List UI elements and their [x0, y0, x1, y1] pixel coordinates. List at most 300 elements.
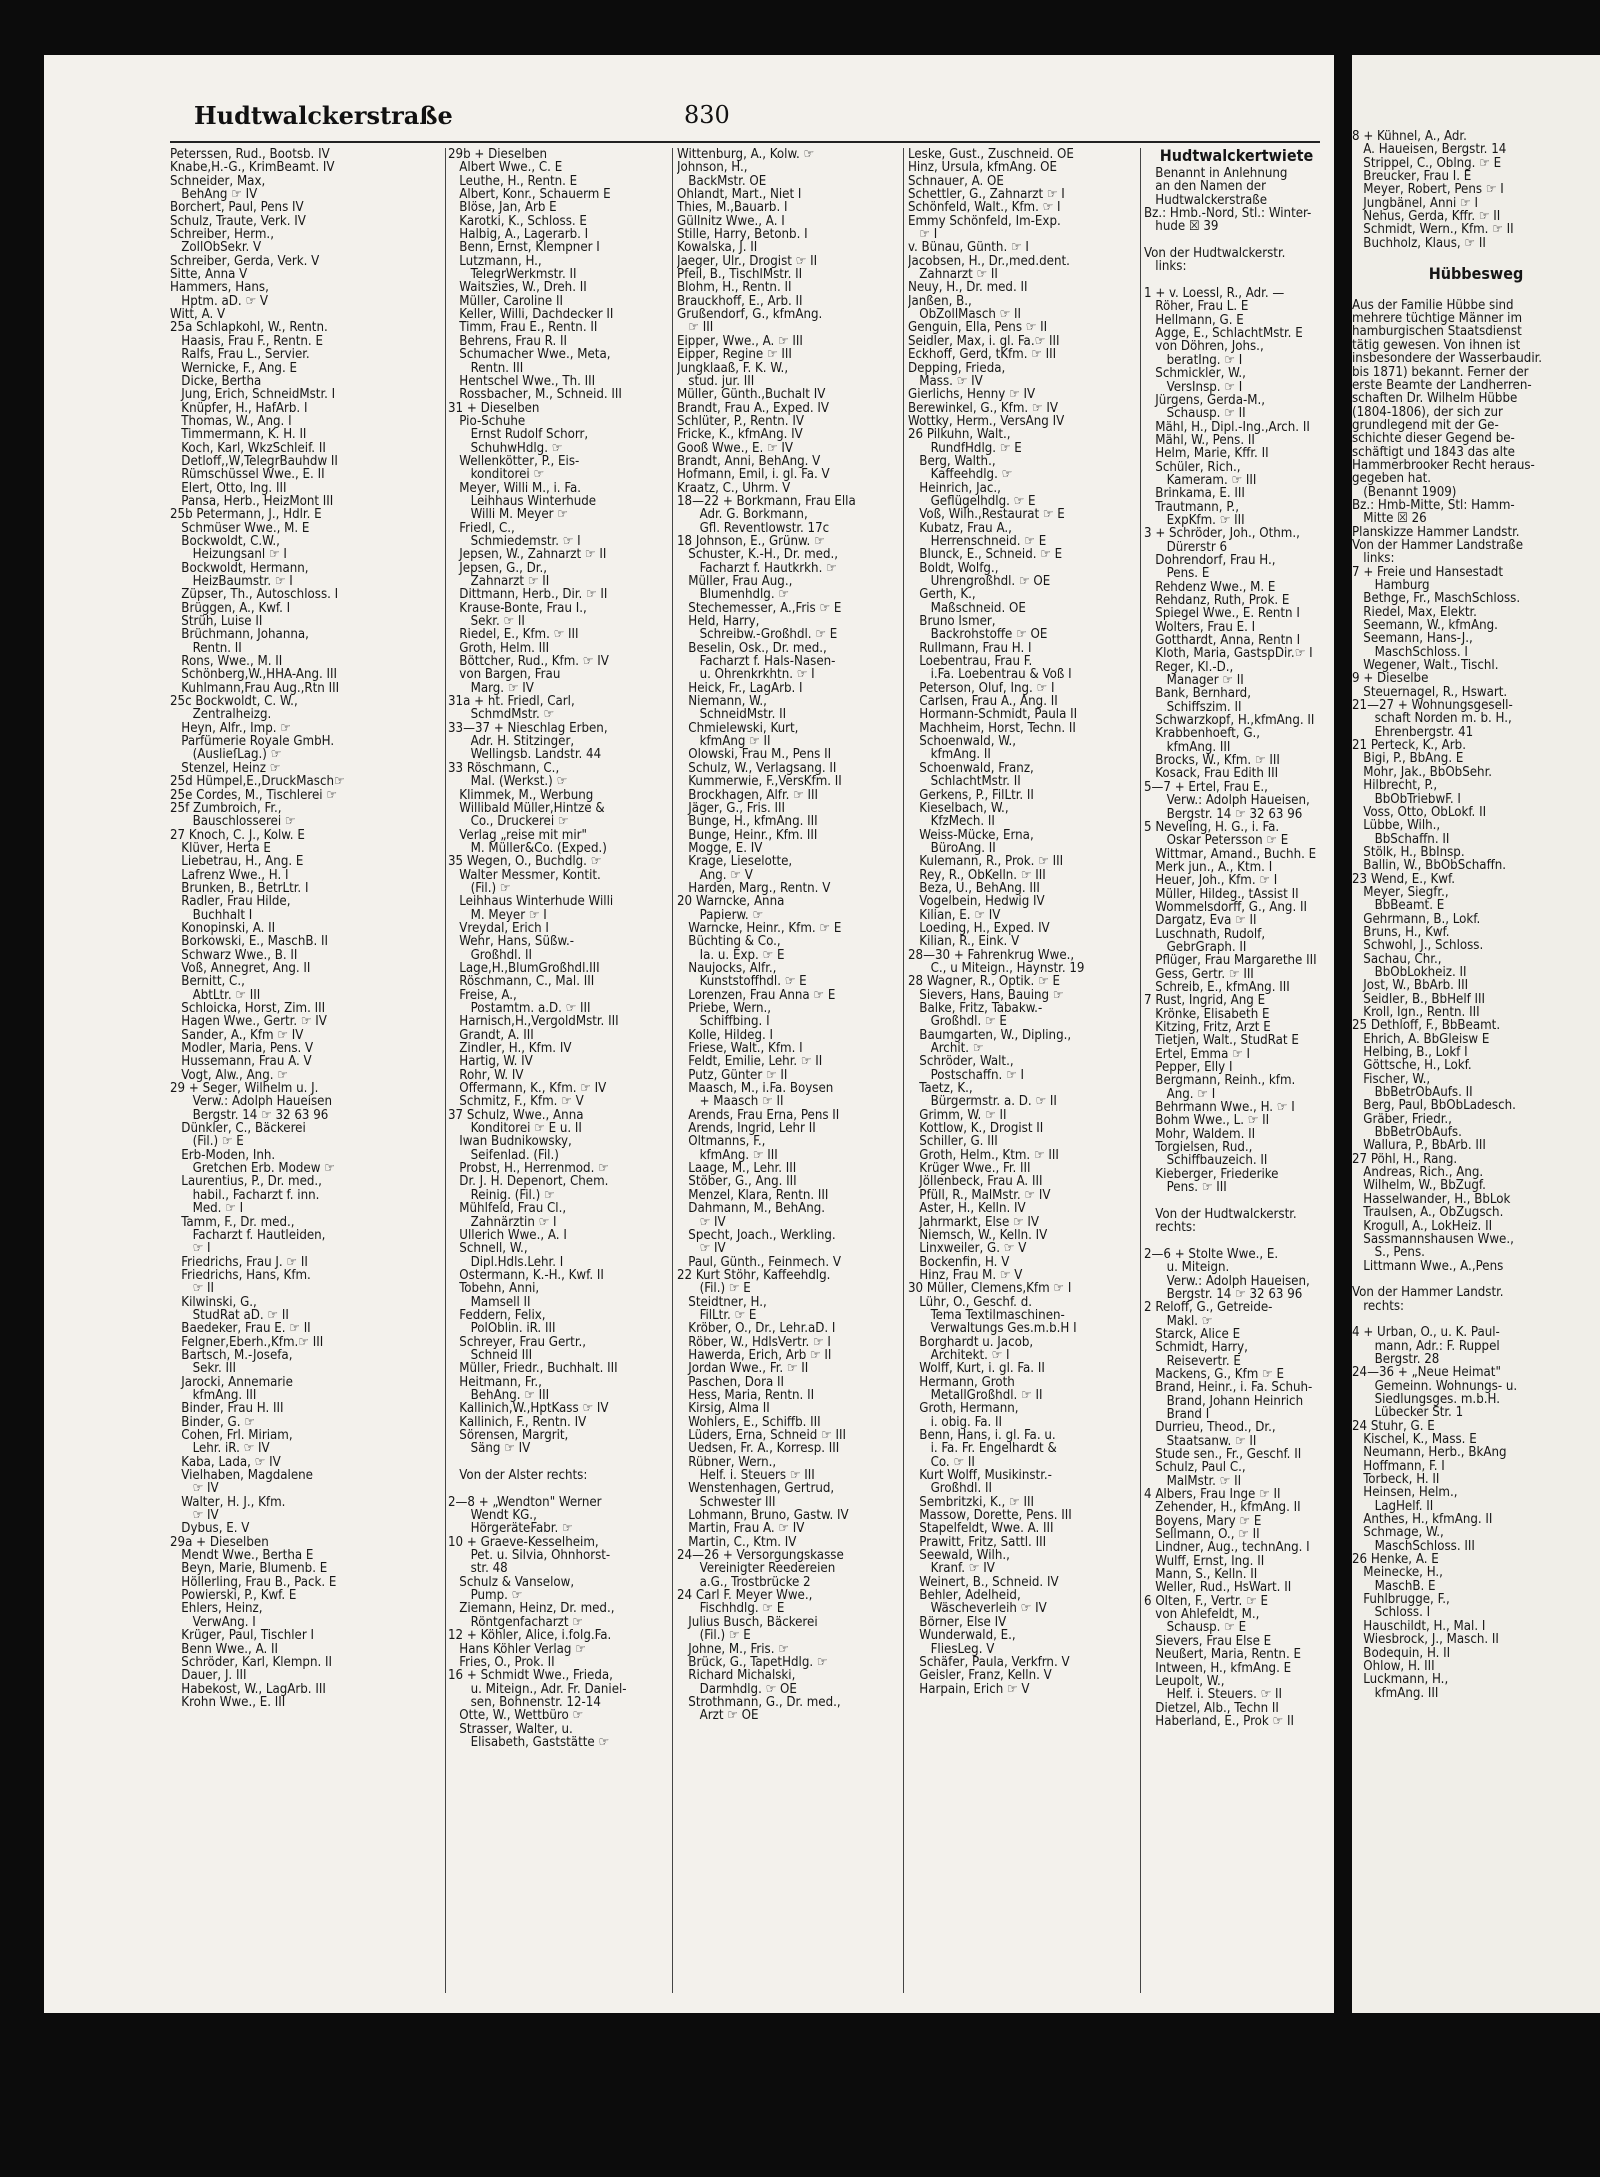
directory-entry: grundlegend mit der Ge-: [1352, 418, 1499, 433]
directory-entry: TelegrWerkmstr. II: [448, 268, 577, 282]
directory-entry: Otte, W., Wettbüro ☞: [448, 1709, 584, 1723]
directory-entry: Kallinich, F., Rentn. IV: [448, 1415, 587, 1429]
directory-entry: insbesondere der Wasserbaudir.: [1352, 352, 1543, 366]
directory-entry: Tamm, F., Dr. med.,: [170, 1215, 295, 1229]
directory-entry: Schiffbing. I: [677, 1015, 770, 1029]
directory-entry: kfmAng. II: [908, 748, 991, 762]
directory-entry: Baedeker, Frau E. ☞ II: [170, 1322, 311, 1336]
directory-entry: Schoenwald, Franz,: [908, 761, 1034, 776]
directory-entry: Rentn. II: [170, 641, 242, 656]
directory-entry: Mähl, W., Pens. II: [1144, 433, 1255, 448]
directory-entry: MetallGroßhdl. ☞ II: [908, 1388, 1043, 1403]
directory-entry: Güllnitz Wwe., A. I: [677, 214, 785, 229]
directory-entry: Hasselwander, H., BbLok: [1352, 1192, 1511, 1207]
directory-entry: Thomas, W., Ang. I: [170, 414, 292, 429]
directory-entry: 26 Pilkuhn, Walt.,: [908, 428, 1011, 442]
directory-entry: Lehr. iR. ☞ IV: [170, 1442, 270, 1456]
directory-entry: Mähl, H., Dipl.-Ing.,Arch. II: [1144, 420, 1310, 434]
directory-entry: Reisevertr. E: [1144, 1354, 1241, 1368]
directory-entry: Steidtner, H.,: [677, 1295, 767, 1309]
directory-entry: 29 + Seger, Wilhelm u. J.: [170, 1082, 319, 1096]
directory-entry: Weller, Rud., HsWart. II: [1144, 1581, 1292, 1595]
directory-entry: Bernitt, C.,: [170, 975, 245, 989]
directory-entry: Ohlandt, Mart., Niet I: [677, 188, 802, 202]
directory-entry: Hermann, Groth: [908, 1375, 1015, 1389]
directory-entry: Seewald, Wilh.,: [908, 1549, 1010, 1563]
directory-entry: Schönfeld, Walt., Kfm. ☞ I: [908, 201, 1061, 215]
directory-entry: Bergstr. 14 ☞ 32 63 96: [1144, 807, 1303, 821]
directory-entry: 21—27 + Wohnungsgesell-: [1352, 699, 1513, 713]
directory-entry: 33 Röschmann, C.,: [448, 761, 560, 776]
directory-entry: Stölk, H., BbInsp.: [1352, 845, 1465, 860]
directory-entry: Wottky, Herm., VersAng IV: [908, 414, 1065, 429]
directory-entry: Buchholz, Klaus, ☞ II: [1352, 236, 1486, 251]
directory-entry: Schettler, G., Zahnarzt ☞ I: [908, 188, 1065, 202]
directory-entry: Wittmar, Amand., Buchh. E: [1144, 847, 1317, 861]
directory-entry: Sekr. ☞ II: [448, 615, 525, 629]
directory-entry: Krüger, Paul, Tischler I: [170, 1629, 314, 1643]
directory-entry: Meinecke, H.,: [1352, 1566, 1443, 1580]
directory-entry: Sachau, Chr.,: [1352, 952, 1442, 966]
directory-entry: Schloss. I: [1352, 1606, 1431, 1620]
directory-entry: 2—8 + „Wendton" Werner: [448, 1495, 602, 1510]
directory-entry: Facharzt f. Hautkrkh. ☞: [677, 561, 837, 575]
directory-entry: Rentn. III: [448, 361, 524, 375]
directory-entry: Hagen Wwe., Gertr. ☞ IV: [170, 1015, 327, 1029]
directory-entry: 31 + Dieselben: [448, 401, 540, 415]
directory-entry: Hammers, Hans,: [170, 281, 269, 295]
directory-entry: Kaffeehdlg. ☞: [908, 468, 1013, 482]
directory-entry: Laage, M., Lehr. III: [677, 1162, 797, 1176]
directory-entry: Weinert, B., Schneid. IV: [908, 1575, 1059, 1590]
directory-entry: Züpser, Th., Autoschloss. I: [170, 588, 339, 602]
directory-entry: Detloff,,W,TelegrBauhdw II: [170, 454, 338, 469]
directory-entry: 29b + Dieselben: [448, 148, 547, 162]
directory-entry: Zahnarzt ☞ II: [908, 268, 998, 282]
directory-entry: 8 + Kühnel, A., Adr.: [1352, 130, 1467, 144]
directory-entry: Dybus, E. V: [170, 1522, 250, 1536]
directory-entry: Kirsig, Alma II: [677, 1402, 770, 1416]
directory-entry: Seemann, Hans-J.,: [1352, 632, 1473, 646]
directory-entry: ☞ IV: [170, 1482, 219, 1496]
directory-entry: Büchting & Co.,: [677, 935, 781, 949]
directory-entry: Schreiber, Herm.,: [170, 228, 274, 242]
directory-entry: Kranf. ☞ IV: [908, 1562, 995, 1576]
directory-entry: kfmAng. III: [1144, 740, 1231, 755]
directory-entry: Von der Alster rechts:: [448, 1469, 588, 1483]
directory-entry: Dietzel, Alb., Techn II: [1144, 1701, 1279, 1715]
directory-entry: Gerkens, P., FilLtr. II: [908, 788, 1034, 802]
directory-entry: ☞ III: [677, 321, 714, 335]
directory-entry: Jepsen, G., Dr.,: [448, 561, 548, 575]
directory-entry: Schulz & Vanselow,: [448, 1575, 575, 1590]
directory-entry: Hans Köhler Verlag ☞: [448, 1642, 586, 1656]
directory-entry: Zindler, H., Kfm. IV: [448, 1042, 572, 1056]
directory-entry: Prawitt, Fritz, Sattl. III: [908, 1535, 1047, 1550]
directory-entry: Julius Busch, Bäckerei: [677, 1615, 818, 1630]
directory-entry: Albert Wwe., C. E: [448, 161, 563, 175]
directory-entry: 29a + Dieselben: [170, 1535, 269, 1550]
directory-entry: Leihhaus Winterhude Willi: [448, 895, 614, 909]
directory-entry: Postamtm. a.D. ☞ III: [448, 1002, 591, 1016]
directory-entry: Helm, Marie, Kffr. II: [1144, 447, 1269, 461]
directory-entry: Hess, Maria, Rentn. II: [677, 1388, 815, 1403]
directory-entry: 5 Neveling, H. G., i. Fa.: [1144, 820, 1280, 835]
directory-entry: Jäger, G., Fris. III: [677, 801, 786, 816]
directory-entry: Naujocks, Alfr.,: [677, 961, 777, 976]
directory-entry: 31a + ht. Friedl, Carl,: [448, 695, 575, 709]
directory-entry: Leupolt, W.,: [1144, 1674, 1225, 1689]
directory-entry: StudRat aD. ☞ II: [170, 1308, 289, 1323]
directory-entry: (Fil.) ☞ E: [677, 1282, 751, 1296]
directory-entry: Loebentrau, Frau F.: [908, 655, 1033, 669]
directory-entry: Hentschel Wwe., Th. III: [448, 374, 596, 389]
directory-entry: Lübbe, Wilh.,: [1352, 819, 1441, 833]
directory-entry: Schmickler, W.,: [1144, 367, 1246, 381]
directory-entry: Harden, Marg., Rentn. V: [677, 881, 831, 896]
directory-entry: Bunge, H., kfmAng. III: [677, 815, 818, 829]
directory-entry: Rehdanz, Ruth, Prok. E: [1144, 594, 1290, 608]
directory-entry: Stöber, G., Ang. III: [677, 1175, 797, 1189]
directory-entry: Binder, G. ☞: [170, 1415, 255, 1429]
directory-entry: Torgielsen, Rud.,: [1144, 1141, 1253, 1155]
directory-entry: Meyer, Siegfr.,: [1352, 885, 1449, 900]
directory-entry: Klimmek, M., Werbung: [448, 788, 594, 802]
directory-entry: Johnson, H.,: [677, 161, 748, 175]
directory-entry: A. Haueisen, Bergstr. 14: [1352, 143, 1507, 157]
directory-entry: Feldt, Emilie, Lehr. ☞ II: [677, 1055, 823, 1069]
directory-entry: Traulsen, A., ObZugsch.: [1352, 1206, 1504, 1220]
directory-entry: Trautmann, P.,: [1144, 500, 1239, 514]
directory-entry: Groth, Helm. III: [448, 641, 550, 656]
directory-entry: Schönberg,W.,HHA-Ang. III: [170, 668, 338, 682]
directory-entry: 25 Dethloff, F., BbBeamt.: [1352, 1019, 1501, 1033]
directory-entry: VersInsp. ☞ I: [1144, 380, 1243, 394]
directory-entry: Seifenlad. (Fil.): [448, 1148, 559, 1163]
directory-entry: Pet. u. Silvia, Ohnhorst-: [448, 1549, 611, 1563]
directory-entry: Vreydal, Erich I: [448, 921, 549, 936]
directory-entry: Chmielewski, Kurt,: [677, 721, 799, 736]
directory-entry: Kroll, Ign., Rentn. III: [1352, 1006, 1480, 1020]
directory-entry: Gooß Wwe., E. ☞ IV: [677, 441, 794, 455]
directory-entry: HeizBaumstr. ☞ I: [170, 575, 293, 589]
directory-entry: Kitzing, Fritz, Arzt E: [1144, 1021, 1271, 1035]
directory-entry: links:: [1144, 260, 1187, 274]
directory-entry: Benn, Hans, i. gl. Fa. u.: [908, 1429, 1056, 1443]
directory-entry: Hoffmann, F. I: [1352, 1459, 1445, 1474]
directory-entry: Von der Hudtwalckerstr.: [1144, 247, 1286, 261]
directory-entry: Hilbrecht, P.,: [1352, 779, 1438, 793]
directory-entry: Säng ☞ IV: [448, 1442, 531, 1456]
directory-entry: Niemann, W.,: [677, 695, 767, 709]
directory-entry: 25a Schlapkohl, W., Rentn.: [170, 321, 328, 335]
directory-entry: Aster, H., Kelln. IV: [908, 1202, 1026, 1216]
directory-entry: Eipper, Wwe., A. ☞ III: [677, 334, 803, 349]
directory-entry: Dürerstr 6: [1144, 540, 1228, 554]
directory-entry: Bartsch, M.-Josefa,: [170, 1348, 293, 1363]
directory-entry: Fricke, K., kfmAng. IV: [677, 428, 803, 442]
directory-entry: Karotki, K., Schloss. E: [448, 214, 587, 229]
directory-entry: MaschB. E: [1352, 1579, 1436, 1594]
directory-entry: gegeben hat.: [1352, 472, 1432, 486]
directory-entry: Walter, H. J., Kfm.: [170, 1495, 286, 1510]
directory-entry: a.G., Trostbrücke 2: [677, 1575, 811, 1590]
directory-entry: Bergmann, Reinh., kfm.: [1144, 1074, 1296, 1088]
directory-entry: Schulz, W., Verlagsang. II: [677, 761, 837, 776]
directory-entry: Hartig, W. IV: [448, 1055, 533, 1069]
directory-entry: schaften Dr. Wilhelm Hübbe: [1352, 392, 1518, 406]
directory-entry: Jarocki, Annemarie: [170, 1375, 293, 1389]
directory-entry: Müller, Caroline II: [448, 294, 563, 309]
directory-entry: Maßschneid. OE: [908, 601, 1026, 616]
directory-entry: Müller, Frau Aug.,: [677, 575, 793, 589]
directory-entry: Hinz, Ursula, kfmAng. OE: [908, 161, 1058, 175]
directory-entry: von Ahlefeldt, M.,: [1144, 1608, 1260, 1622]
directory-entry: Pens. E: [1144, 567, 1210, 581]
directory-entry: SchuhwHdlg. ☞: [448, 441, 563, 455]
directory-entry: Siedlungsges. m.b.H.: [1352, 1392, 1500, 1407]
directory-entry: Krohn Wwe., E. III: [170, 1695, 286, 1710]
directory-entry: Dauer, J. III: [170, 1669, 247, 1683]
directory-entry: Riedel, E., Kfm. ☞ III: [448, 628, 579, 642]
directory-entry: Voß, Wilh.,Restaurat ☞ E: [908, 508, 1065, 522]
directory-entry: Papierw. ☞: [677, 908, 764, 922]
directory-entry: Haberland, E., Prok ☞ II: [1144, 1714, 1294, 1729]
directory-entry: Ralfs, Frau L., Servier.: [170, 348, 310, 362]
directory-entry: Zehender, H., kfmAng. II: [1144, 1501, 1301, 1515]
directory-entry: Wegener, Walt., Tischl.: [1352, 659, 1499, 673]
directory-entry: Gess, Gertr. ☞ III: [1144, 967, 1254, 981]
directory-entry: Heyn, Alfr., Imp. ☞: [170, 721, 291, 736]
directory-entry: Sitte, Anna V: [170, 268, 248, 282]
directory-entry: Sievers, Frau Else E: [1144, 1634, 1272, 1649]
directory-entry: Mühlfeld, Frau Cl.,: [448, 1202, 567, 1216]
directory-entry: kfmAng ☞ II: [677, 735, 771, 749]
directory-entry: Agge, E., SchlachtMstr. E: [1144, 327, 1303, 341]
directory-entry: Knüpfer, H., HafArb. I: [170, 401, 308, 415]
directory-entry: 1 + v. Loessl, R., Adr. —: [1144, 287, 1285, 301]
directory-entry: Riedel, Max, Elektr.: [1352, 605, 1477, 620]
directory-entry: Elert, Otto, Ing. III: [170, 481, 287, 495]
column-divider: [903, 148, 904, 1993]
column-divider: [445, 148, 446, 1993]
directory-entry: Gehrmann, B., Lokf.: [1352, 912, 1481, 926]
directory-entry: Wellingsb. Landstr. 44: [448, 748, 602, 762]
directory-entry: Beselin, Osk., Dr. med.,: [677, 641, 827, 656]
directory-entry: kfmAng. ☞ III: [677, 1148, 778, 1163]
directory-entry: Schuster, K.-H., Dr. med.,: [677, 548, 839, 562]
directory-entry: Leske, Gust., Zuschneid. OE: [908, 148, 1074, 162]
directory-entry: Wunderwald, E.,: [908, 1629, 1016, 1643]
directory-entry: Mendt Wwe., Bertha E: [170, 1549, 314, 1563]
directory-entry: Schröder, Walt.,: [908, 1055, 1014, 1069]
directory-entry: Brand, Johann Heinrich: [1144, 1394, 1304, 1408]
directory-entry: Göttsche, H., Lokf.: [1352, 1059, 1472, 1073]
directory-entry: Adr. H. Stitzinger,: [448, 735, 575, 749]
directory-entry: Hamburg: [1352, 579, 1430, 593]
directory-entry: Herrenschneid. ☞ E: [908, 534, 1047, 549]
directory-entry: Stenzel, Heinz ☞: [170, 761, 281, 776]
directory-entry: Gräber, Friedr.,: [1352, 1112, 1452, 1127]
directory-entry: Berg, Walth.,: [908, 454, 996, 469]
directory-entry: Mackens, G., Kfm ☞ E: [1144, 1367, 1284, 1382]
directory-entry: Groth, Hermann,: [908, 1402, 1019, 1416]
directory-entry: Dittmann, Herb., Dir. ☞ II: [448, 588, 608, 602]
directory-entry: 7 + Freie und Hansestadt: [1352, 565, 1503, 579]
directory-entry: 5—7 + Ertel, Frau E.,: [1144, 780, 1268, 795]
directory-entry: Bockwoldt, Hermann,: [170, 561, 309, 575]
directory-entry: Starck, Alice E: [1144, 1327, 1241, 1342]
directory-entry: Schausp. ☞ II: [1144, 407, 1246, 421]
directory-entry: 33—37 + Nieschlag Erben,: [448, 721, 608, 736]
directory-entry: Höllerling, Frau B., Pack. E: [170, 1575, 337, 1590]
directory-entry: Schlüter, P., Rentn. IV: [677, 414, 804, 429]
directory-entry: (Fil.) ☞: [448, 881, 511, 896]
directory-entry: Ertel, Emma ☞ I: [1144, 1047, 1251, 1062]
directory-entry: 2—6 + Stolte Wwe., E.: [1144, 1247, 1279, 1262]
directory-entry: Habekost, W., LagArb. III: [170, 1682, 326, 1696]
directory-entry: + Maasch ☞ II: [677, 1095, 784, 1109]
directory-entry: Niemsch, W., Kelln. IV: [908, 1228, 1048, 1243]
directory-entry: Schreyer, Frau Gertr.,: [448, 1335, 587, 1349]
directory-entry: stud. jur. III: [677, 374, 755, 389]
directory-entry: BbObLokheiz. II: [1352, 965, 1467, 980]
directory-entry: Sellmann, O., ☞ II: [1144, 1528, 1260, 1542]
directory-entry: Kubatz, Frau A.,: [908, 521, 1012, 535]
directory-entry: Zahnärztin ☞ I: [448, 1215, 557, 1229]
directory-entry: Mohr, Waldem. II: [1144, 1127, 1256, 1142]
directory-entry: Waitszies, W., Dreh. II: [448, 281, 587, 295]
directory-entry: Schreiber, Gerda, Verk. V: [170, 254, 320, 269]
directory-entry: Krüger Wwe., Fr. III: [908, 1162, 1031, 1176]
directory-entry: Boldt, Wolfg.,: [908, 561, 999, 575]
directory-entry: kfmAng. III: [1352, 1686, 1439, 1700]
directory-entry: Makl. ☞: [1144, 1314, 1213, 1328]
directory-entry: Freise, A.,: [448, 988, 517, 1002]
directory-entry: 16 + Schmidt Wwe., Frieda,: [448, 1669, 613, 1683]
directory-entry: Darmhdlg. ☞ OE: [677, 1682, 797, 1696]
directory-entry: Blunck, E., Schneid. ☞ E: [908, 548, 1063, 562]
directory-entry: Seidler, B., BbHelf III: [1352, 992, 1486, 1006]
directory-entry: Friedl, C.,: [448, 521, 515, 535]
directory-entry: HörgeräteFabr. ☞: [448, 1522, 573, 1536]
directory-entry: Machheim, Horst, Techn. II: [908, 721, 1076, 736]
directory-entry: Wiesbrock, J., Masch. II: [1352, 1633, 1499, 1647]
directory-entry: Berg, Paul, BbObLadesch.: [1352, 1099, 1516, 1113]
directory-entry: Großhdl. ☞ E: [908, 1015, 1007, 1029]
column-divider: [1140, 148, 1141, 1993]
directory-entry: Ohlow, H. III: [1352, 1659, 1435, 1674]
directory-entry: Zahnarzt ☞ II: [448, 575, 550, 589]
directory-entry: Kallinich,W.,HptKass ☞ IV: [448, 1402, 609, 1416]
directory-entry: Brockhagen, Alfr. ☞ III: [677, 788, 819, 802]
directory-entry: Dargatz, Eva ☞ II: [1144, 914, 1257, 928]
directory-entry: Ia. u. Exp. ☞ E: [677, 948, 785, 962]
directory-entry: Vielhaben, Magdalene: [170, 1469, 313, 1483]
directory-entry: Marg. ☞ IV: [448, 681, 534, 696]
directory-entry: Friedrichs, Frau J. ☞ II: [170, 1255, 308, 1269]
directory-entry: Rümschüssel Wwe., E. II: [170, 468, 325, 482]
directory-entry: 30 Müller, Clemens,Kfm ☞ I: [908, 1282, 1072, 1296]
directory-entry: Archit. ☞: [908, 1042, 984, 1056]
directory-entry: Stapelfeldt, Wwe. A. III: [908, 1522, 1054, 1536]
directory-entry: Willibald Müller,Hintze &: [448, 801, 605, 816]
directory-entry: Groth, Helm., Ktm. ☞ III: [908, 1148, 1059, 1163]
directory-entry: 25e Cordes, M., Tischlerei ☞: [170, 788, 337, 802]
directory-entry: kfmAng. III: [170, 1388, 257, 1403]
directory-entry: Krage, Lieselotte,: [677, 855, 793, 869]
directory-entry: Koch, Karl, WkzSchleif. II: [170, 441, 326, 455]
directory-entry: Strothmann, G., Dr. med.,: [677, 1695, 841, 1710]
directory-entry: an den Namen der: [1144, 180, 1266, 194]
directory-entry: RundfHdlg. ☞ E: [908, 441, 1022, 455]
directory-entry: Grandt, A. III: [448, 1028, 534, 1043]
directory-entry: Benn, Ernst, Klempner I: [448, 241, 600, 255]
directory-entry: Stechemesser, A.,Fris ☞ E: [677, 601, 842, 616]
directory-entry: Bz.: Hmb-Mitte, Stl: Hamm-: [1352, 498, 1515, 513]
directory-entry: [1352, 250, 1600, 263]
directory-entry: v. Bünau, Günth. ☞ I: [908, 241, 1029, 255]
directory-entry: Rey, R., ObKelln. ☞ III: [908, 868, 1046, 882]
directory-entry: Kowalska, J. II: [677, 241, 758, 255]
directory-entry: Seemann, W., kfmAng.: [1352, 619, 1498, 633]
directory-entry: Pepper, Elly I: [1144, 1061, 1233, 1075]
directory-entry: Schnauer, A. OE: [908, 174, 1004, 189]
directory-entry: Leihhaus Winterhude: [448, 494, 597, 509]
directory-entry: tätig gewesen. Von ihnen ist: [1352, 338, 1521, 353]
directory-entry: Olowski, Frau M., Pens II: [677, 748, 832, 762]
directory-entry: BackMstr. OE: [677, 174, 767, 189]
directory-entry: Pio-Schuhe: [448, 414, 526, 429]
header-rule: [170, 141, 1320, 143]
directory-entry: Röber, W., HdlsVertr. ☞ I: [677, 1335, 831, 1349]
directory-entry: i. obig. Fa. II: [908, 1415, 1002, 1429]
directory-entry: LagHelf. II: [1352, 1499, 1434, 1514]
directory-entry: Arends, Frau Erna, Pens II: [677, 1108, 840, 1123]
directory-entry: Ernst Rudolf Schorr,: [448, 428, 589, 442]
directory-entry: KfzMech. II: [908, 815, 995, 829]
directory-entry: Haasis, Frau F., Rentn. E: [170, 334, 323, 349]
directory-entry: Ang. ☞ I: [1144, 1087, 1216, 1102]
directory-entry: Menzel, Klara, Rentn. III: [677, 1188, 829, 1203]
directory-entry: (Benannt 1909): [1352, 485, 1457, 499]
directory-entry: Eipper, Regine ☞ III: [677, 348, 792, 362]
directory-entry: Schmidt, Wern., Kfm. ☞ II: [1352, 223, 1514, 237]
directory-entry: [1144, 234, 1329, 247]
directory-entry: AbtLtr. ☞ III: [170, 988, 261, 1002]
directory-entry: Parfümerie Royale GmbH.: [170, 735, 335, 749]
directory-entry: Rübner, Wern.,: [677, 1455, 777, 1470]
directory-entry: Kieberger, Friederike: [1144, 1167, 1279, 1182]
directory-entry: Liebetrau, H., Ang. E: [170, 855, 304, 869]
directory-entry: Ang. ☞ V: [677, 868, 753, 882]
directory-entry: Planskizze Hammer Landstr.: [1352, 525, 1520, 539]
directory-entry: Lindner, Aug., technAng. I: [1144, 1541, 1310, 1555]
directory-entry: Pansa, Herb., HeizMont III: [170, 494, 334, 509]
directory-entry: Loeding, H., Exped. IV: [908, 921, 1050, 936]
directory-entry: Schneid III: [448, 1348, 533, 1363]
directory-entry: Maasch, M., i.Fa. Boysen: [677, 1082, 834, 1096]
directory-entry: Schüler, Rich.,: [1144, 460, 1241, 474]
directory-entry: [1144, 1235, 1329, 1248]
directory-entry: Bürgermstr. a. D. ☞ II: [908, 1095, 1057, 1109]
directory-entry: Wommelsdorff, G., Ang. II: [1144, 900, 1307, 915]
directory-entry: Brüchmann, Johanna,: [170, 628, 309, 642]
directory-entry: Co., Druckerei ☞: [448, 815, 569, 829]
directory-entry: Staatsanw. ☞ II: [1144, 1434, 1257, 1448]
directory-entry: PolOblin. iR. III: [448, 1322, 556, 1336]
directory-entry: Bauschlosserei ☞: [170, 815, 296, 829]
